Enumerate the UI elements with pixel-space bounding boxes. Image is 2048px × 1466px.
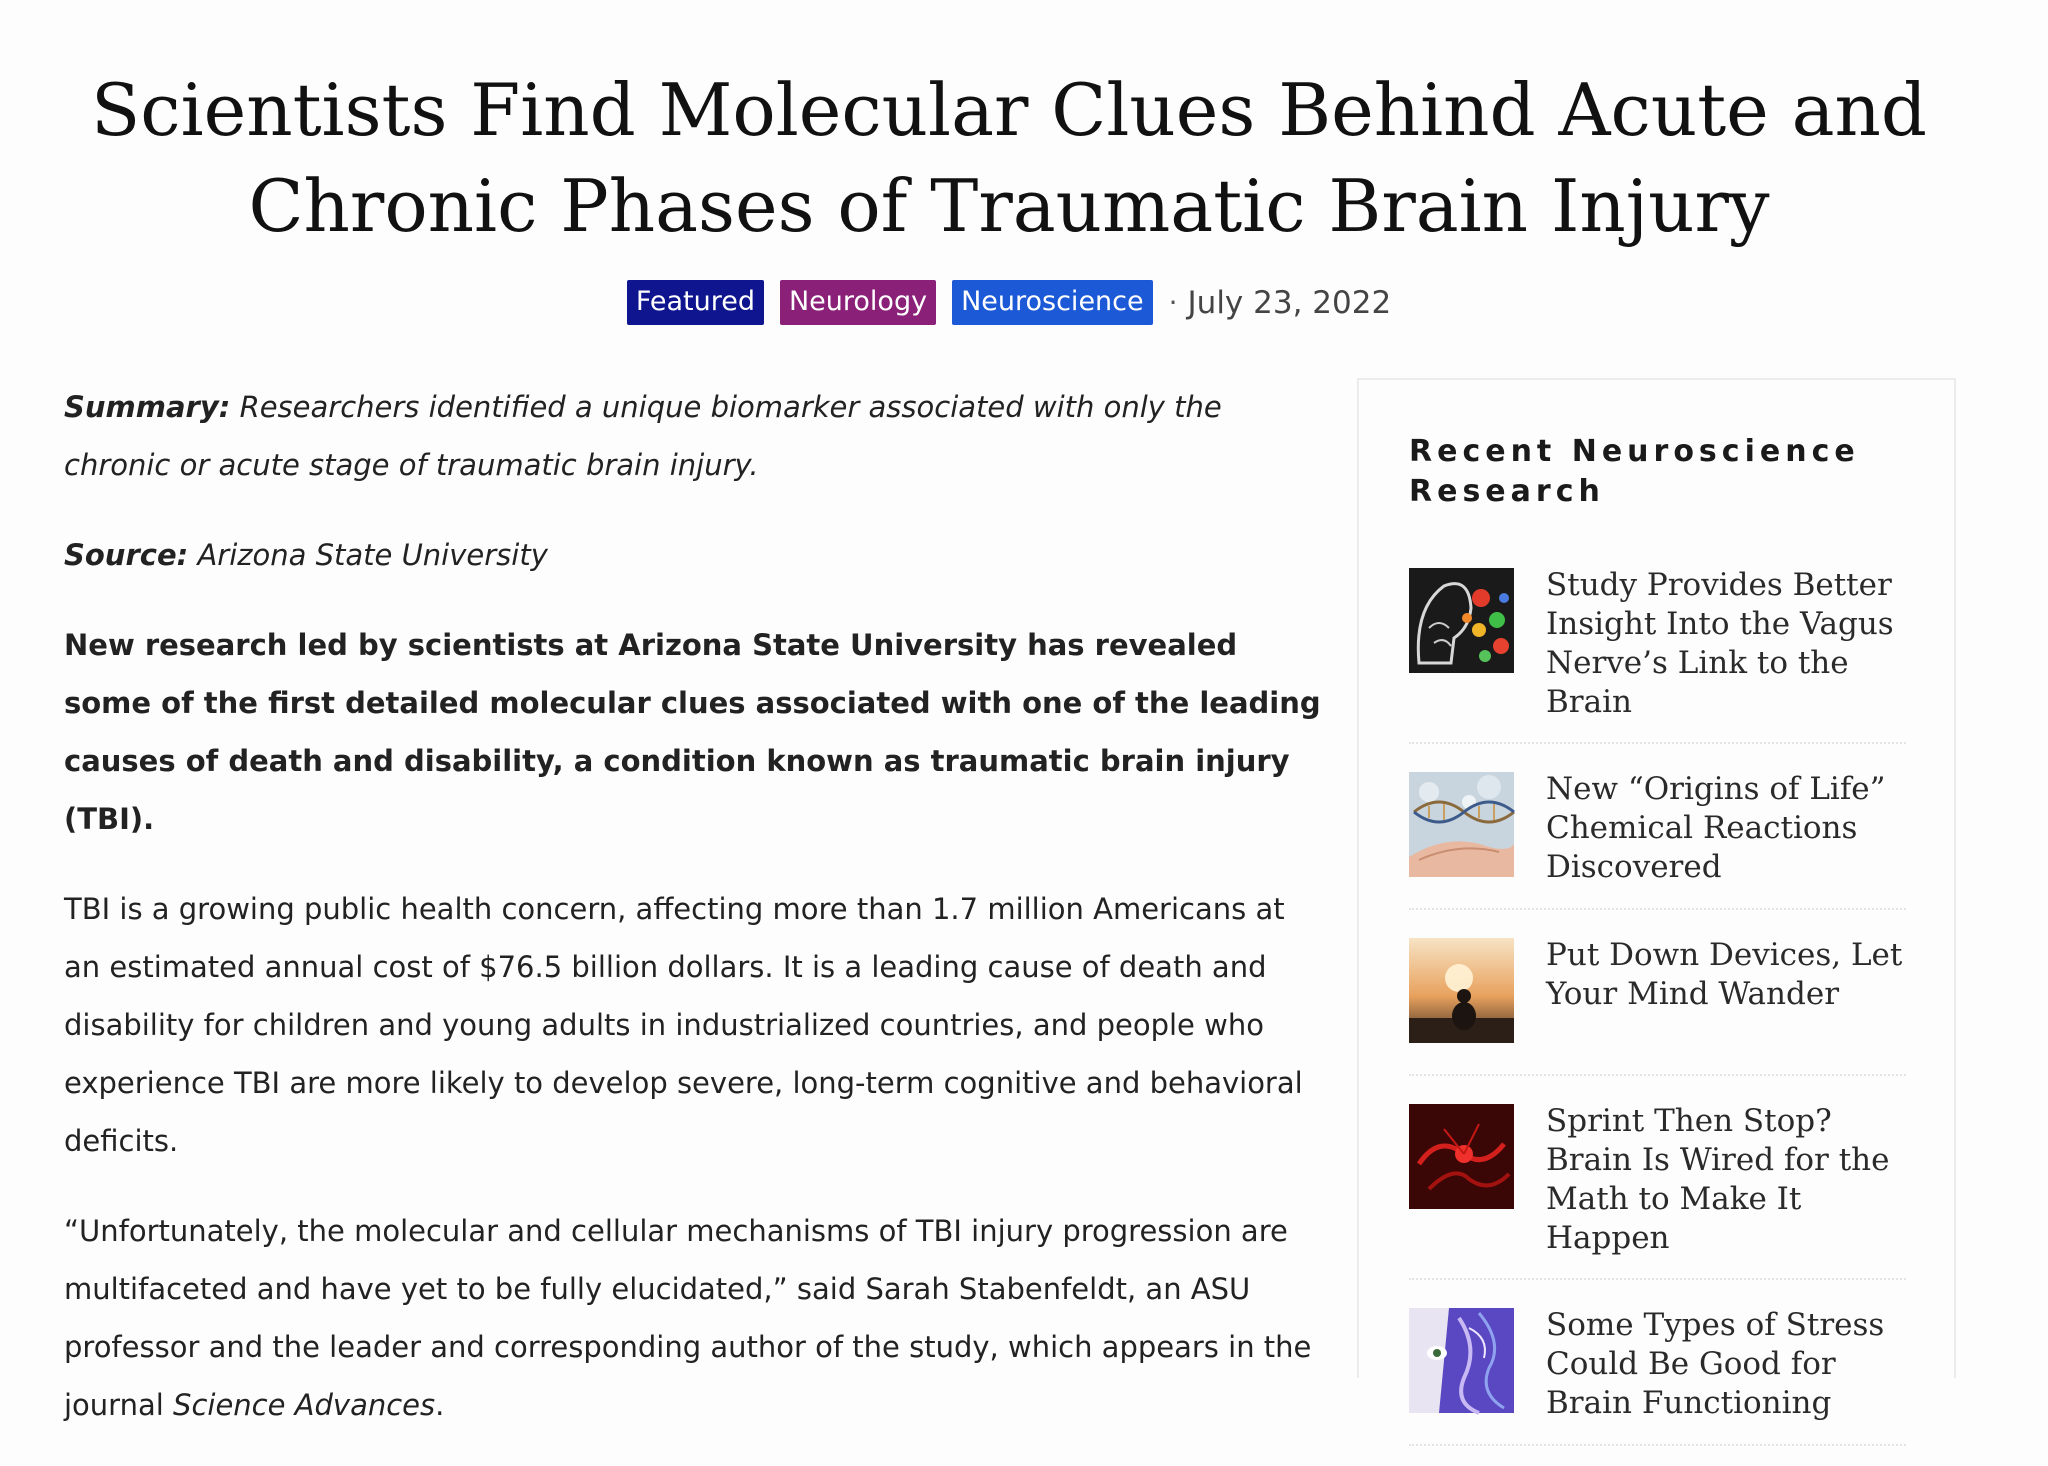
source-text: Arizona State University — [197, 538, 548, 572]
stress-face-thumbnail[interactable] — [1409, 1308, 1514, 1413]
article-meta — [0, 280, 2018, 325]
sidebar-post[interactable] — [1409, 1102, 1906, 1280]
dna-hand-thumbnail[interactable] — [1409, 772, 1514, 877]
sunset-meditation-thumbnail[interactable] — [1409, 938, 1514, 1043]
post-title-link[interactable]: Some Types of Stress Could Be Good for Brain Functioning — [1546, 1307, 1885, 1421]
quote-text: “Unfortunately, the molecular and cellular mechanisms of TBI injury progression are multifaceted and have yet to be fully elucidated,” said Sarah Stabenfeldt, an ASU professor and the leader and corresponding author of the study, which appears in the journal — [64, 1214, 1312, 1422]
tag-featured[interactable]: Featured — [627, 280, 764, 325]
quote-end: . — [435, 1388, 445, 1422]
post-title-link[interactable]: Study Provides Better Insight Into the Vagus Nerve’s Link to the Brain — [1546, 567, 1894, 720]
red-neuron-thumbnail[interactable] — [1409, 1104, 1514, 1209]
summary-label: Summary: — [64, 390, 231, 424]
meta-separator: · — [1168, 286, 1178, 319]
summary-text: Researchers identified a unique biomarker associated with only the chronic or acute stage of traumatic brain injury. — [64, 390, 1222, 482]
article-title: Scientists Find Molecular Clues Behind Acute and Chronic Phases of Traumatic Brain Injury — [90, 68, 1928, 248]
lead-paragraph: New research led by scientists at Arizona State University has revealed some of the first detailed molecular clues associated with one of the leading causes of death and disability, a condition known as traumatic brain injury (TBI). — [64, 628, 1321, 836]
post-title-link[interactable]: Put Down Devices, Let Your Mind Wander — [1546, 937, 1903, 1012]
journal-name: Science Advances — [173, 1388, 436, 1422]
sidebar-post[interactable] — [1409, 566, 1906, 744]
vagus-nerve-thumbnail[interactable] — [1409, 568, 1514, 673]
source-label: Source: — [64, 538, 189, 572]
sidebar-heading: Recent Neuroscience Research — [1409, 434, 1860, 509]
article-body — [64, 378, 1324, 1466]
publish-date: July 23, 2022 — [1187, 284, 1392, 321]
sidebar-post[interactable] — [1409, 1306, 1906, 1446]
source-paragraph — [64, 526, 1324, 584]
body-paragraph: TBI is a growing public health concern, affecting more than 1.7 million Americans at an estimated annual cost of $76.5 billion dollars. It is a leading cause of death and disability for children and young adults in industrialized countries, and people who experience TBI are more likely to develop severe, long-term cognitive and behavioral deficits. — [64, 892, 1303, 1158]
tag-neuroscience[interactable]: Neuroscience — [952, 280, 1153, 325]
post-title-link[interactable]: Sprint Then Stop? Brain Is Wired for the Math to Make It Happen — [1546, 1103, 1890, 1256]
summary-paragraph — [64, 378, 1324, 494]
recent-research-sidebar — [1357, 378, 1956, 1421]
sidebar-post[interactable] — [1409, 936, 1906, 1076]
tag-neurology[interactable]: Neurology — [780, 280, 936, 325]
quote-paragraph — [64, 1202, 1324, 1434]
sidebar-post[interactable] — [1409, 770, 1906, 910]
post-title-link[interactable]: New “Origins of Life” Chemical Reactions Discovered — [1546, 771, 1886, 885]
